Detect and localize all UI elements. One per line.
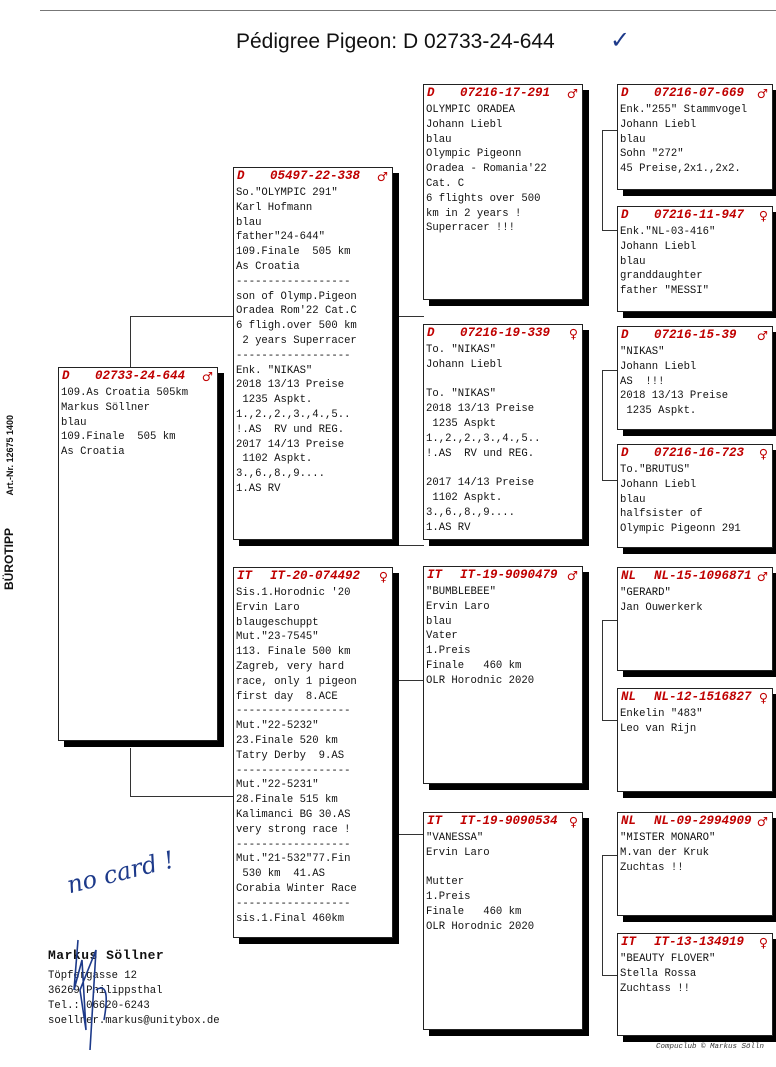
pigeon-details: OLYMPIC ORADEA Johann Liebl blau Olympic Pigeonn Oradea - Romania'22 Cat. C 6 flights over 500 km in 2 years ! Superracer !!! <box>426 104 547 235</box>
ring-number: 05497-22-338 <box>270 169 361 183</box>
title-text: Pédigree Pigeon: D 02733-24-644 <box>236 30 555 53</box>
ring-number: 07216-19-339 <box>460 326 551 340</box>
owner-phone: Tel.: 06620-6243 <box>48 1000 150 1012</box>
pigeon-card-subject <box>58 367 218 741</box>
pigeon-details: "MISTER MONARO" M.van der Kruk Zuchtas !! <box>620 832 716 874</box>
ring-number: 07216-16-723 <box>654 446 745 460</box>
pigeon-details: "BUMBLEBEE" Ervin Laro blau Vater 1.Preis Finale 460 km OLR Horodnic 2020 <box>426 586 535 687</box>
country-code: D <box>237 169 245 183</box>
pigeon-card-fmm <box>617 444 773 548</box>
pigeon-details: "VANESSA" Ervin Laro Mutter 1.Preis Finale 460 km OLR Horodnic 2020 <box>426 832 535 933</box>
sex-symbol: ♀ <box>758 446 768 461</box>
sex-symbol: ♂ <box>756 814 768 829</box>
ring-number: NL-09-2994909 <box>654 814 752 828</box>
country-code: IT <box>427 814 443 828</box>
sex-symbol: ♂ <box>201 369 213 384</box>
pigeon-details: "NIKAS" Johann Liebl AS !!! 2018 13/13 Preise 1235 Aspkt. <box>620 346 729 418</box>
country-code: D <box>62 369 70 383</box>
side-brand: BÜROTIPP <box>2 527 16 590</box>
country-code: NL <box>621 814 637 828</box>
connector <box>398 316 424 317</box>
pigeon-card-mff <box>617 567 773 671</box>
connector <box>602 620 617 621</box>
ring-number: 07216-15-39 <box>654 328 737 342</box>
connector <box>602 230 617 231</box>
ring-number: IT-19-9090479 <box>460 568 558 582</box>
sex-symbol: ♀ <box>758 208 768 223</box>
connector <box>602 975 617 976</box>
pigeon-details: Enk."NL-03-416" Johann Liebl blau granddaughter father "MESSI" <box>620 226 716 298</box>
connector <box>602 370 617 371</box>
sex-symbol: ♀ <box>758 690 768 705</box>
country-code: NL <box>621 569 637 583</box>
pigeon-card-fm <box>423 324 583 540</box>
page-top-rule <box>40 10 776 11</box>
connector <box>602 855 603 975</box>
sex-symbol: ♂ <box>566 86 578 101</box>
sex-symbol: ♂ <box>756 569 768 584</box>
ring-number: 07216-17-291 <box>460 86 551 100</box>
pigeon-card-ffm <box>617 206 773 312</box>
connector <box>130 316 131 368</box>
sex-symbol: ♀ <box>378 569 388 584</box>
pigeon-details: "GERARD" Jan Ouwerkerk <box>620 587 703 614</box>
connector <box>602 370 603 480</box>
sex-symbol: ♀ <box>568 326 578 341</box>
connector <box>602 720 617 721</box>
pigeon-details: Sis.1.Horodnic '20 Ervin Laro blaugeschuppt Mut."23-7545" 113. Finale 500 km Zagreb, very hard race, only 1 pigeon first day 8.ACE ------------------ Mut."22-5232" 23.Finale 520 km Tatry Derby 9.AS ------------------ Mut."22-5231" 28.Finale 515 km Kalimanci BG 30.AS very strong race ! ------------------ Mut."21-532"77.Fin 530 km 41.AS Corabia Winter Race ------------------ sis.1.Final 460km <box>236 587 357 925</box>
pigeon-card-mmm <box>617 933 773 1036</box>
connector <box>602 130 603 230</box>
owner-street: Töpfergasse 12 <box>48 970 138 982</box>
pigeon-details: 109.As Croatia 505km Markus Söllner blau 109.Finale 505 km As Croatia <box>61 387 189 459</box>
footer-credit: Compuclub © Markus Sölln <box>655 1043 764 1051</box>
pigeon-details: To."BRUTUS" Johann Liebl blau halfsister of Olympic Pigeonn 291 <box>620 464 741 536</box>
pigeon-card-mfm <box>617 688 773 792</box>
ring-number: IT-13-134919 <box>654 935 745 949</box>
country-code: IT <box>427 568 443 582</box>
ring-number: 02733-24-644 <box>95 369 186 383</box>
pigeon-details: Enk."255" Stammvogel Johann Liebl blau Sohn "272" 45 Preise,2x1.,2x2. <box>620 104 748 176</box>
connector <box>602 620 603 720</box>
sex-symbol: ♀ <box>568 814 578 829</box>
pigeon-card-ff <box>423 84 583 300</box>
country-code: D <box>621 208 629 222</box>
country-code: D <box>427 86 435 100</box>
owner-name: Markus Söllner <box>48 948 165 963</box>
handwritten-note: no card ! <box>64 845 177 900</box>
sex-symbol: ♂ <box>756 328 768 343</box>
pigeon-card-father <box>233 167 393 540</box>
country-code: IT <box>237 569 253 583</box>
connector <box>130 748 131 796</box>
pigeon-card-mf <box>423 566 583 784</box>
pigeon-card-mm <box>423 812 583 1030</box>
sex-symbol: ♂ <box>756 86 768 101</box>
ring-number: IT-19-9090534 <box>460 814 558 828</box>
country-code: IT <box>621 935 637 949</box>
connector <box>130 796 234 797</box>
pigeon-card-fmf <box>617 326 773 430</box>
sex-symbol: ♀ <box>758 935 768 950</box>
country-code: D <box>621 86 629 100</box>
connector <box>398 316 399 546</box>
ring-number: 07216-11-947 <box>654 208 745 222</box>
owner-email: soellner.markus@unitybox.de <box>48 1015 220 1027</box>
ring-number: NL-12-1516827 <box>654 690 752 704</box>
pigeon-card-mother <box>233 567 393 938</box>
country-code: D <box>427 326 435 340</box>
country-code: D <box>621 328 629 342</box>
pigeon-details: So."OLYMPIC 291" Karl Hofmann blau father"24-644" 109.Finale 505 km As Croatia ------------------ son of Olymp.Pigeon Oradea Rom'22 Cat.C 6 fligh.over 500 km 2 years Superracer ------------------ Enk. "NIKAS" 2018 13/13 Preise 1235 Aspkt. 1.,2.,2.,3.,4.,5.. !.AS RV und REG. 2017 14/13 Preise 1102 Aspkt. 3.,6.,8.,9.... 1.AS RV <box>236 187 357 495</box>
side-art: Art.-Nr. 12675 1400 <box>5 414 15 496</box>
connector <box>398 680 399 835</box>
connector <box>398 834 424 835</box>
side-label <box>0 415 18 590</box>
country-code: D <box>621 446 629 460</box>
pigeon-details: Enkelin "483" Leo van Rijn <box>620 708 703 735</box>
signature <box>56 930 126 1060</box>
owner-city: 36269 Philippsthal <box>48 985 163 997</box>
ring-number: IT-20-074492 <box>270 569 361 583</box>
connector <box>602 480 617 481</box>
pigeon-card-fff <box>617 84 773 190</box>
connector <box>398 545 424 546</box>
check-mark: ✓ <box>610 26 631 54</box>
connector <box>602 855 617 856</box>
connector <box>602 130 617 131</box>
pigeon-card-mmf <box>617 812 773 916</box>
country-code: NL <box>621 690 637 704</box>
pigeon-details: "BEAUTY FLOVER" Stella Rossa Zuchtass !! <box>620 953 716 995</box>
pigeon-details: To. "NIKAS" Johann Liebl To. "NIKAS" 2018 13/13 Preise 1235 Aspkt 1.,2.,2.,3.,4.,5.. !.AS RV und REG. 2017 14/13 Preise 1102 Aspkt. 3.,6.,8.,9.... 1.AS RV <box>426 344 541 534</box>
page-title <box>236 26 631 54</box>
connector <box>398 680 424 681</box>
sex-symbol: ♂ <box>376 169 388 184</box>
ring-number: NL-15-1096871 <box>654 569 752 583</box>
connector <box>130 316 234 317</box>
ring-number: 07216-07-669 <box>654 86 745 100</box>
sex-symbol: ♂ <box>566 568 578 583</box>
